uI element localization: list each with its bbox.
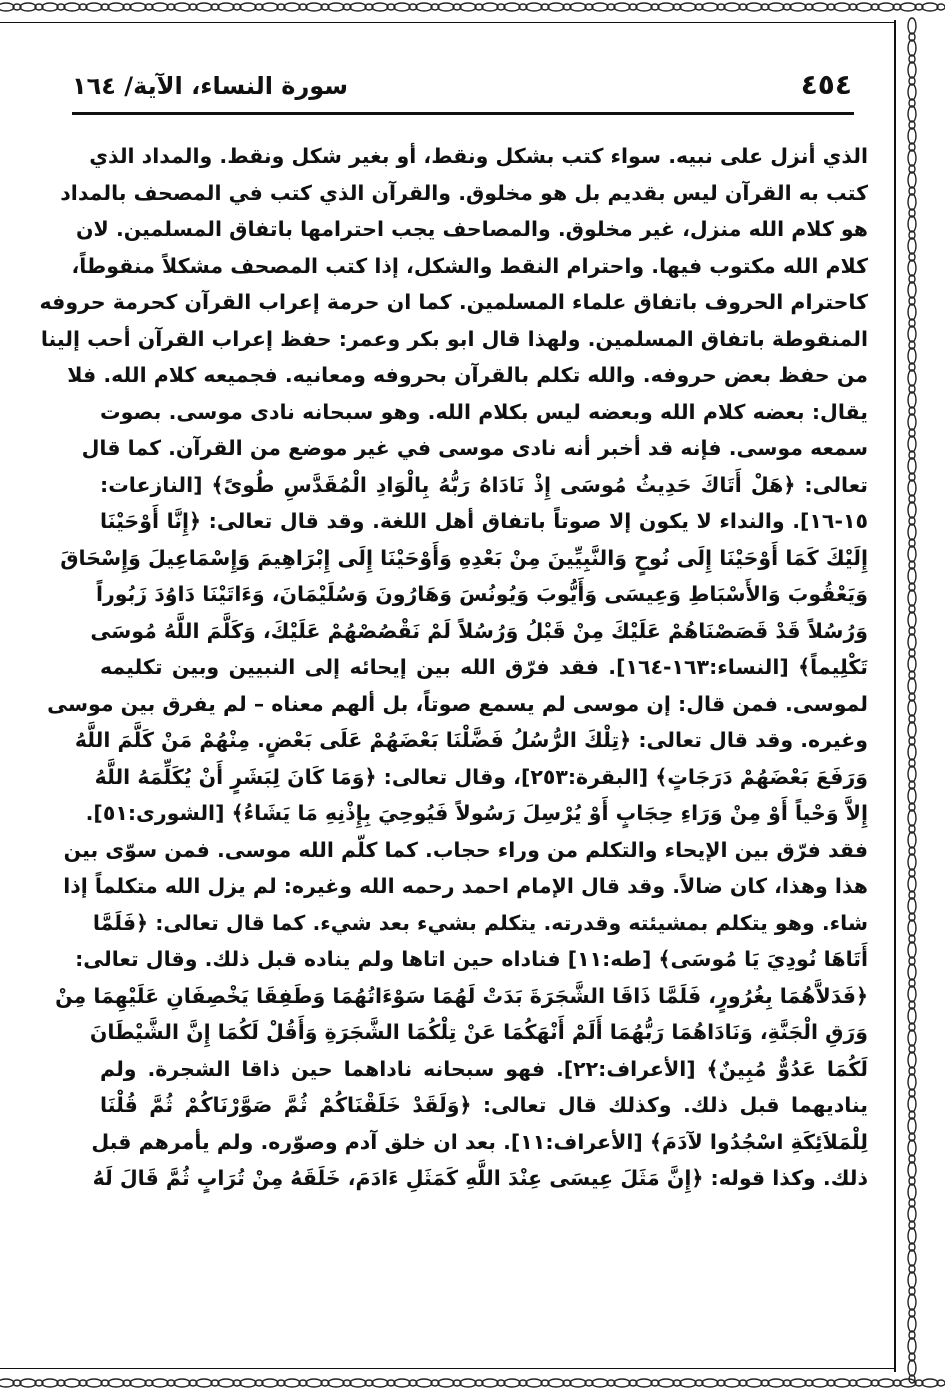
text-line: الذي أنزل على نبيه. سواء كتب بشكل ونقط، أو بغير شكل ونقط. والمداد الذي [89,144,868,168]
running-header [72,66,852,110]
text-line: يناديهما قبل ذلك. وكذلك قال تعالى: ﴿وَلَقَدْ خَلَقْنَاكُمْ ثُمَّ صَوَّرْنَاكُمْ ثُمَّ قُلْنَا [100,1093,868,1117]
text-line: إِلَيْكَ كَمَا أَوْحَيْنَا إِلَى نُوحٍ وَالنَّبِيِّينَ مِنْ بَعْدِهِ وَأَوْحَيْنَا إِلَى إِبْرَاهِيمَ وَإِسْمَاعِيلَ وَإِسْحَاقَ [60,545,868,570]
text-line: تعالى: ﴿هَلْ أَتَاكَ حَدِيثُ مُوسَى إِذْ نَادَاهُ رَبُّهُ بِالْوَادِ الْمُقَدَّسِ طُوىً﴾ [النازعات: [100,472,868,497]
text-line: فقد فرّق بين الإيحاء والتكلم من وراء حجاب. كما كلّم الله موسى. فمن سوّى بين [63,837,868,862]
surah-title: سورة النساء، الآية/ ١٦٤ [72,72,348,100]
text-line: شاء. وهو يتكلم بمشيئته وقدرته. يتكلم بشيء بعد شيء. كما قال تعالى: ﴿فَلَمَّا [92,910,868,935]
text-line: كاحترام الحروف باتفاق علماء المسلمين. كما ان حرمة إعراب القرآن كحرمة حروفه [39,290,868,314]
chain-border-top [0,0,945,22]
body-text [39,138,868,1197]
text-line: ١٥-١٦]. والنداء لا يكون إلا صوتاً باتفاق أهل اللغة. وقد قال تعالى: ﴿إِنَّا أَوْحَيْنَا [100,509,868,533]
frame-rule-top [0,22,896,23]
text-line: ذلك. وكذا قوله: ﴿إِنَّ مَثَلَ عِيسَى عِنْدَ اللَّهِ كَمَثَلِ ءَادَمَ، خَلَقَهُ مِنْ تُرَابٍ ثُمَّ قَالَ لَهُ [92,1166,868,1190]
text-line: وَيَعْقُوبَ وَالأَسْبَاطِ وَعِيسَى وَأَيُّوبَ وَيُونُسَ وَهَارُونَ وَسُلَيْمَانَ، وَءَاتَيْنَا دَاوُدَ زَبُوراً [95,582,868,606]
text-line: هذا وهذا، كان ضالاً. وقد قال الإمام احمد رحمه الله وغيره: لم يزل الله متكلماً إذا [63,874,868,898]
chain-border-bottom [0,1370,945,1392]
text-line: كلام الله مكتوب فيها. واحترام النقط والشكل، إذا كتب المصحف مشكلاً منقوطاً، [71,253,868,278]
chain-border-right [898,20,926,1372]
text-line: المنقوطة باتفاق المسلمين. ولهذا قال ابو بكر وعمر: حفظ إعراب القرآن أحب إلينا [40,326,868,351]
text-line: تَكْلِيماً﴾ [النساء:١٦٣-١٦٤]. فقد فرّق الله بين إيحائه إلى النبيين وبين تكليمه [100,655,868,679]
frame-rule-right [894,20,896,1372]
text-line: من حفظ بعض حروفه. والله تكلم بالقرآن بحروفه ومعانيه. فجميعه كلام الله. فلا [67,363,868,387]
text-line: لَكُمَا عَدُوٌّ مُبِينٌ﴾ [الأعراف:٢٢]. فهو سبحانه ناداهما حين ذاقا الشجرة. ولم [100,1056,868,1081]
text-line: يقال: بعضه كلام الله وبعضه ليس بكلام الله. وهو سبحانه نادى موسى. بصوت [100,399,868,424]
text-line: لموسى. فمن قال: إن موسى لم يسمع صوتاً، بل ألهم معناه – لم يفرق بين موسى [47,691,868,716]
text-line: هو كلام الله منزل، غير مخلوق. والمصاحف يجب احترامها باتفاق المسلمين. لان [76,217,868,241]
text-line: وَرَفَعَ بَعْضَهُمْ دَرَجَاتٍ﴾ [البقرة:٢٥٣]، وقال تعالى: ﴿وَمَا كَانَ لِبَشَرٍ أَنْ يُكَلِّمَهُ اللَّهُ [94,764,868,789]
text-line: كتب به القرآن ليس بقديم بل هو مخلوق. والقرآن الذي كتب في المصحف بالمداد [60,180,868,205]
header-divider [72,112,854,115]
text-line: وغيره. وقد قال تعالى: ﴿تِلْكَ الرُّسُلُ فَضَّلْنَا بَعْضَهُمْ عَلَى بَعْضٍ. مِنْهُمْ مَنْ كَلَّمَ اللَّهُ [74,728,868,752]
text-line: إِلاَّ وَحْياً أَوْ مِنْ وَرَاءِ حِجَابٍ أَوْ يُرْسِلَ رَسُولاً فَيُوحِيَ بِإِذْنِهِ مَا يَشَاءُ﴾ [الشورى:٥١]. [85,801,868,825]
text-line: وَرَقِ الْجَنَّةِ، وَنَادَاهُمَا رَبُّهُمَا أَلَمْ أَنْهَكُمَا عَنْ تِلْكُمَا الشَّجَرَةِ وَأَقُلْ لَكُمَا إِنَّ الشَّيْطَانَ [89,1020,868,1044]
text-line: وَرُسُلاً قَدْ قَصَصْنَاهُمْ عَلَيْكَ مِنْ قَبْلُ وَرُسُلاً لَمْ نَقْصُصْهُمْ عَلَيْكَ، وَكَلَّمَ اللَّهُ مُوسَى [90,618,868,643]
frame-rule-bottom [0,1368,896,1369]
text-line: أَتَاهَا نُودِيَ يَا مُوسَى﴾ [طه:١١] فناداه حين اتاها ولم يناده قبل ذلك. وقال تعالى: [75,947,868,971]
page-number: ٤٥٤ [800,68,852,101]
text-line: لِلْمَلاَئِكَةِ اسْجُدُوا لآدَمَ﴾ [الأعراف:١١]. بعد ان خلق آدم وصوّره. ولم يأمرهم قبل [91,1129,868,1154]
text-line: ﴿فَدَلاَّهُمَا بِغُرُورٍ، فَلَمَّا ذَاقَا الشَّجَرَةَ بَدَتْ لَهُمَا سَوْءَاتُهُمَا وَطَفِقَا يَخْصِفَانِ عَلَيْهِمَا مِنْ [55,983,868,1008]
text-line: سمعه موسى. فإنه قد أخبر أنه نادى موسى في غير موضع من القرآن. كما قال [81,436,868,460]
